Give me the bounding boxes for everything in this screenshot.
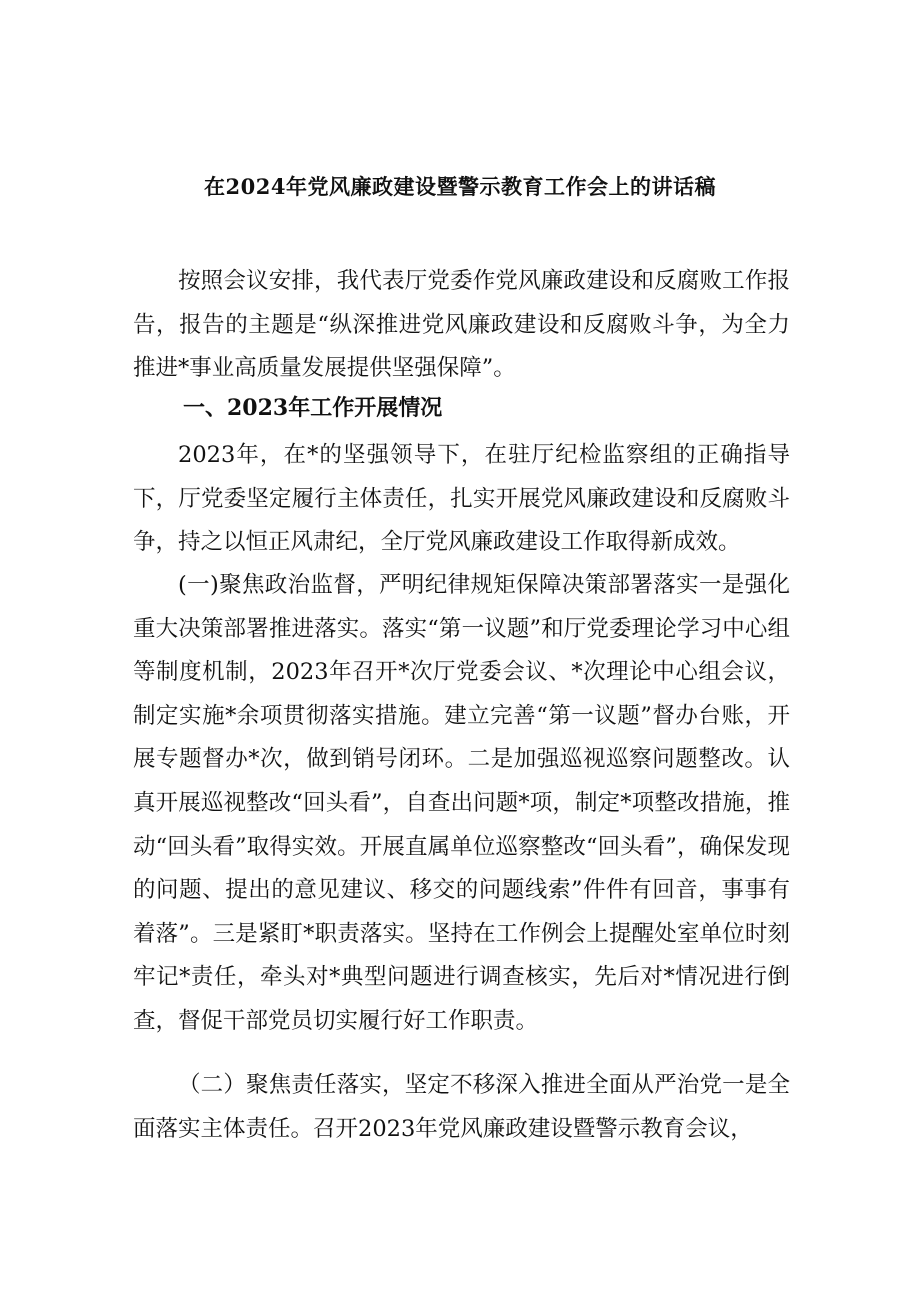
- overview-paragraph: 2023年，在*的坚强领导下，在驻厅纪检监察组的正确指导下，厅党委坚定履行主体责任，扎实开展党风廉政建设和反腐败斗争，持之以恒正风肃纪，全厅党风廉政建设工作取得新成效。: [133, 442, 790, 556]
- intro-paragraph: 按照会议安排，我代表厅党委作党风廉政建设和反腐败工作报告，报告的主题是“纵深推进党风廉政建设和反腐败斗争，为全力推进*事业高质量发展提供坚强保障”。: [133, 268, 790, 382]
- document-title: 在2024年党风廉政建设暨警示教育工作会上的讲话稿: [204, 174, 716, 199]
- section-heading-2023-work: 一、2023年工作开展情况: [183, 395, 443, 421]
- subsection-2-paragraph: （二）聚焦责任落实，坚定不移深入推进全面从严治党一是全面落实主体责任。召开2023年党风廉政建设暨警示教育会议，: [133, 1072, 790, 1142]
- subsection-1-paragraph: (一)聚焦政治监督，严明纪律规矩保障决策部署落实一是强化重大决策部署推进落实。落实“第一议题”和厅党委理论学习中心组等制度机制，2023年召开*次厅党委会议、*次理论中心组会议，制定实施*余项贯彻落实措施。建立完善“第一议题”督办台账，开展专题督办*次，做到销号闭环。二是加强巡视巡察问题整改。认真开展巡视整改“回头看”，自查出问题*项，制定*项整改措施，推动“回头看”取得实效。开展直属单位巡察整改“回头看”，确保发现的问题、提出的意见建议、移交的问题线索”件件有回音，事事有着落”。三是紧盯*职责落实。坚持在工作例会上提醒处室单位时刻牢记*责任，牵头对*典型问题进行调查核实，先后对*情况进行倒查，督促干部党员切实履行好工作职责。: [133, 572, 790, 1034]
